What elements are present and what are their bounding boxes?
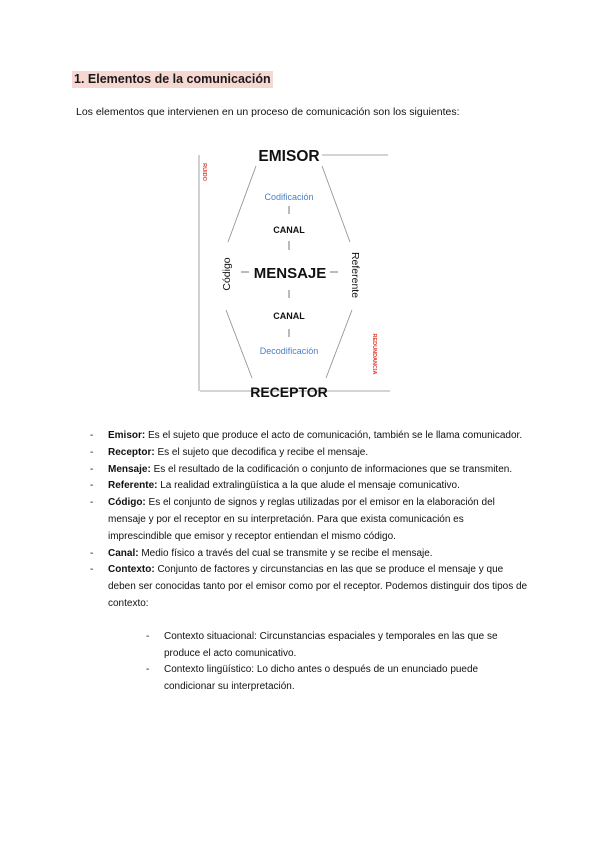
sub-item-linguistico: - Contexto lingüístico: Lo dicho antes o después de un enunciado puede condicionar su interpretación. <box>144 662 528 696</box>
receptor-label: RECEPTOR <box>250 384 328 400</box>
canal-bottom-label: CANAL <box>273 311 305 321</box>
list-item-mensaje: - Mensaje: Es el resultado de la codificación o conjunto de informaciones que se transmiten. <box>88 462 528 479</box>
list-item-canal: - Canal: Medio físico a través del cual se transmite y se recibe el mensaje. <box>88 546 528 563</box>
mensaje-label: MENSAJE <box>253 265 327 282</box>
emisor-label: EMISOR <box>258 148 320 165</box>
ruido-label: RUIDO <box>201 163 207 181</box>
list-item-receptor: - Receptor: Es el sujeto que decodifica y recibe el mensaje. <box>88 445 528 462</box>
referente-label: Referente <box>349 251 361 299</box>
hex-bottom-left <box>226 310 252 378</box>
list-item-codigo: - Código: Es el conjunto de signos y reglas utilizadas por el emisor en la elaboración del mensaje y por el receptor en su interpretación. Para que exista comunicación es imprescindible que emisor y receptor entiendan el mismo código. <box>88 495 528 545</box>
hex-top-left <box>228 166 256 242</box>
sub-item-situacional: - Contexto situacional: Circunstancias espaciales y temporales en las que se produce el acto comunicativo. <box>144 629 528 663</box>
decodificacion-label: Decodificación <box>259 346 319 356</box>
codigo-label: Código <box>221 257 233 291</box>
list-item-contexto: - Contexto: Conjunto de factores y circunstancias en las que se produce el mensaje y que deben ser conocidas tanto por el emisor como por el receptor. Podemos distinguir dos tipos de contexto: - Contexto situacional: Circunstancias espaciales y temporales en las que se produce el acto comunicativo. - Contexto lingüístico: Lo dicho antes o después de un enunciado puede condicionar su interpretación. <box>88 562 528 696</box>
elements-list <box>88 428 528 696</box>
intro-paragraph: Los elementos que intervienen en un proceso de comunicación son los siguientes: <box>76 106 460 118</box>
list-item-emisor: - Emisor: Es el sujeto que produce el acto de comunicación, también se le llama comunicador. <box>88 428 528 445</box>
section-title: 1. Elementos de la comunicación <box>74 72 271 86</box>
list-item-referente: - Referente: La realidad extralingüística a la que alude el mensaje comunicativo. <box>88 478 528 495</box>
context-types-list <box>108 629 528 696</box>
codificacion-label: Codificación <box>264 192 314 202</box>
hex-top-right <box>322 166 350 242</box>
canal-top-label: CANAL <box>273 225 305 235</box>
hex-bottom-right <box>326 310 352 378</box>
redundancia-label: REDUNDANCIA <box>371 333 377 375</box>
